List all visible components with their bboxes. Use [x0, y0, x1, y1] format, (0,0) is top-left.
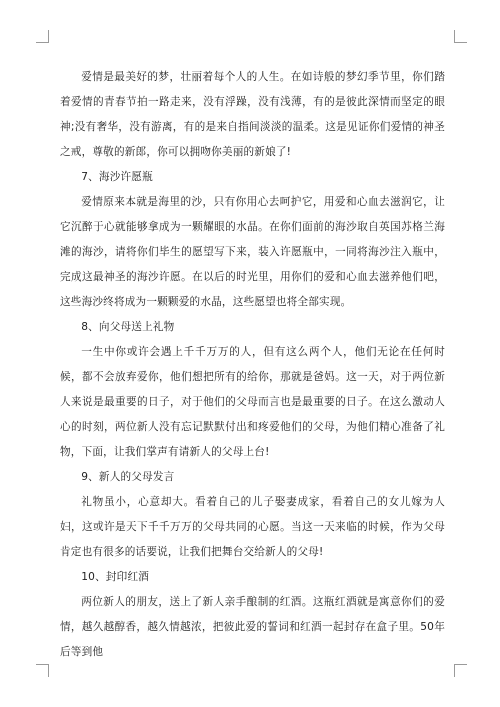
section-heading-gifts-to-parents: 8、向父母送上礼物 [81, 321, 175, 333]
section-heading-sand-wish-bottle: 7、海沙许愿瓶 [81, 171, 153, 183]
crop-mark-top-right [454, 30, 467, 43]
paragraph-seal-red-wine: 两位新人的朋友，送上了新人亲手酿制的红酒。这瓶红酒就是寓意你们的爱情，越久越醇香，越久情越浓，把彼此爱的誓词和红酒一起封存在盒子里。50年后等到他 [60, 596, 445, 658]
section-heading-seal-red-wine: 10、封印红酒 [81, 571, 150, 583]
paragraph-love-dream: 爱情是最美好的梦，壮丽着每个人的人生。在如诗般的梦幻季节里，你们踏着爱情的青春节拍一路走来，没有浮躁，没有浅薄，有的是彼此深情而坚定的眼神;没有奢华，没有游离，有的是来自指间淡淡的温柔。这是见证你们爱情的神圣之戒，尊敬的新郎，你可以拥吻你美丽的新娘了! [60, 71, 445, 158]
document-body [60, 65, 445, 665]
section-heading-parents-speech: 9、新人的父母发言 [81, 471, 175, 483]
crop-mark-top-left [36, 30, 49, 43]
paragraph-parents-speech: 礼物虽小，心意却大。看着自己的儿子娶妻成家，看着自己的女儿嫁为人妇，这或许是天下千千万万的父母共同的心愿。当这一天来临的时候，作为父母肯定也有很多的话要说，让我们把舞台交给新人的父母! [60, 496, 445, 558]
paragraph-gifts-to-parents: 一生中你或许会遇上千千万万的人，但有这么两个人，他们无论在任何时候，都不会放弃爱你，他们想把所有的给你，那就是爸妈。这一天，对于两位新人来说是最重要的日子，对于他们的父母而言也是最重要的日子。在这么激动人心的时刻，两位新人没有忘记默默付出和疼爱他们的父母，为他们精心准备了礼物，下面，让我们掌声有请新人的父母上台! [60, 346, 445, 458]
crop-mark-bottom-left [36, 664, 49, 677]
crop-mark-bottom-right [454, 664, 467, 677]
paragraph-sand-wish-bottle: 爱情原来本就是海里的沙，只有你用心去呵护它，用爱和心血去滋润它，让它沉醉于心就能够拿成为一颗耀眼的水晶。在你们面前的海沙取自英国苏格兰海滩的海沙，请将你们毕生的愿望写下来，装入许愿瓶中，一同将海沙注入瓶中，完成这最神圣的海沙许愿。在以后的时光里，用你们的爱和心血去滋养他们吧，这些海沙终将成为一颗颗爱的水晶，这些愿望也将全部实现。 [60, 196, 445, 308]
